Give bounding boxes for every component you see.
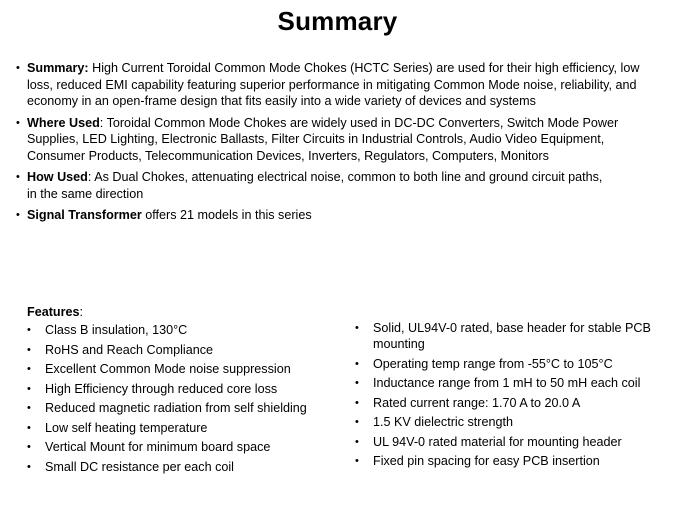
bullet-dot-icon: • [355, 322, 359, 334]
bullet-how-used [16, 169, 656, 202]
feature-item [355, 375, 673, 391]
feature-text: Solid, UL94V-0 rated, base header for stable PCB mounting [373, 321, 651, 351]
feature-text: Low self heating temperature [45, 420, 208, 435]
feature-text: 1.5 KV dielectric strength [373, 415, 514, 429]
bullet-dot-icon: • [27, 324, 31, 336]
bullet-dot-icon: • [355, 357, 359, 370]
feature-item [355, 320, 673, 352]
bullet-dot-icon: • [16, 171, 20, 183]
bullet-text: : Toroidal Common Mode Chokes are widely used in DC-DC Converters, Switch Mode Power Supplies, LED Lighting, Electronic Ballasts, Filter Circuits in Industrial Controls, Audio Video Equipment, Consumer Products, Telecommunication Devices, Inverters, Regulators, Computers, Monitors [27, 115, 619, 163]
bullet-dot-icon: • [16, 62, 20, 74]
bullet-signal-transformer [16, 207, 656, 224]
feature-item [355, 356, 673, 372]
bullet-dot-icon: • [355, 396, 359, 409]
bullet-label: Signal Transformer [27, 208, 142, 222]
feature-item [27, 439, 347, 455]
feature-item [27, 381, 347, 397]
features-list-left [27, 322, 347, 478]
feature-text: Rated current range: 1.70 A to 20.0 A [373, 395, 581, 410]
bullet-text: : As Dual Chokes, attenuating electrical noise, common to both line and ground circuit paths, [87, 170, 603, 184]
bullet-label: How Used [27, 170, 88, 184]
feature-item [27, 459, 347, 475]
feature-item [27, 342, 347, 358]
features-list-right [355, 320, 673, 473]
bullet-dot-icon: • [355, 455, 359, 467]
feature-text: Class B insulation, 130°C [45, 323, 188, 337]
feature-text: Operating temp range from -55°C to 105°C [373, 356, 613, 371]
feature-text: Reduced magnetic radiation from self shielding [45, 401, 307, 415]
slide-title: Summary [277, 6, 398, 36]
bullet-dot-icon: • [355, 435, 359, 448]
bullet-text-continued: in the same direction [27, 186, 144, 201]
feature-item [27, 361, 347, 377]
features-label: Features [27, 305, 80, 319]
feature-text: Small DC resistance per each coil [45, 459, 234, 474]
bullet-where-used [16, 115, 656, 165]
bullet-dot-icon: • [27, 441, 31, 453]
summary-bullets [16, 60, 656, 229]
bullet-dot-icon: • [27, 421, 31, 434]
bullet-text: offers 21 models in this series [141, 208, 312, 222]
bullet-dot-icon: • [16, 116, 20, 129]
feature-text: Fixed pin spacing for easy PCB insertion [373, 454, 600, 468]
feature-item [27, 400, 347, 416]
feature-text: RoHS and Reach Compliance [45, 342, 214, 357]
feature-text: Excellent Common Mode noise suppression [45, 362, 291, 376]
bullet-label: Summary: [27, 61, 89, 75]
feature-item [355, 395, 673, 411]
bullet-label: Where Used [27, 115, 100, 130]
bullet-dot-icon: • [27, 343, 31, 356]
bullet-dot-icon: • [355, 377, 359, 389]
feature-item [355, 453, 673, 469]
feature-text: Inductance range from 1 mH to 50 mH each coil [373, 376, 641, 390]
bullet-dot-icon: • [27, 382, 31, 395]
bullet-dot-icon: • [16, 209, 20, 221]
bullet-dot-icon: • [27, 460, 31, 473]
feature-item [355, 434, 673, 450]
feature-item [27, 420, 347, 436]
bullet-dot-icon: • [27, 402, 31, 414]
bullet-summary [16, 60, 656, 110]
feature-text: High Efficiency through reduced core loss [45, 381, 278, 396]
bullet-dot-icon: • [27, 363, 31, 375]
feature-item [27, 322, 347, 338]
bullet-text: High Current Toroidal Common Mode Chokes (HCTC Series) are used for their high efficiency, low loss, reduced EMI capability featuring superior performance in mitigating Common Mode noise, reliability, and economy in an open-frame design that fits easily into a wide variety of devices and systems [27, 61, 640, 108]
features-colon: : [79, 305, 83, 319]
feature-text: UL 94V-0 rated material for mounting header [373, 434, 622, 449]
feature-item [355, 414, 673, 430]
feature-text: Vertical Mount for minimum board space [45, 440, 271, 454]
features-heading [27, 304, 83, 320]
bullet-dot-icon: • [355, 416, 359, 428]
